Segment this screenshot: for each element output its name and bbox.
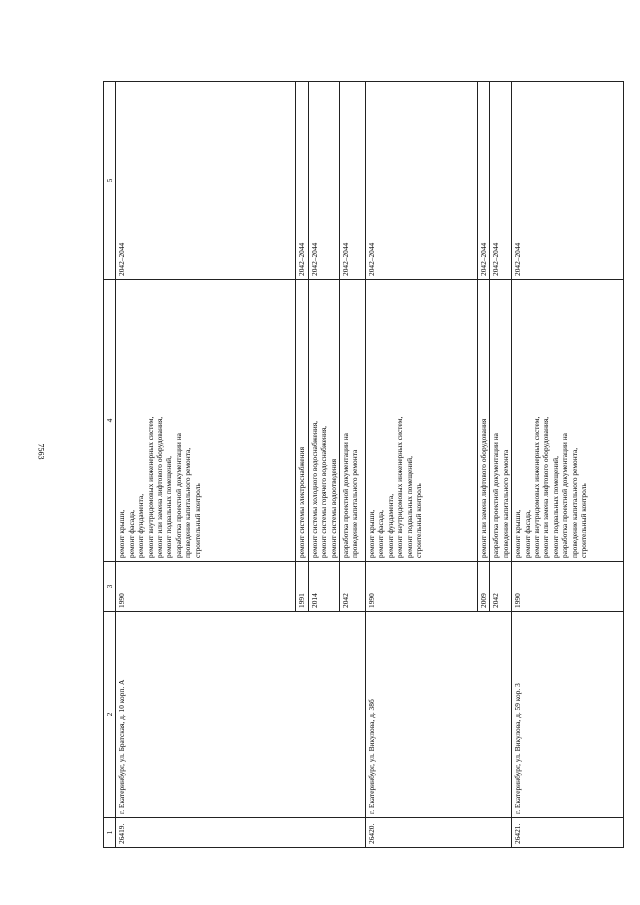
work-item: разработка проектной документации на — [491, 433, 501, 558]
work-item: разработка проектной документации на — [560, 433, 570, 558]
address-cell: г. Екатеринбург, ул. Викулова, д. 38б — [366, 612, 512, 818]
row-number: 26421. — [512, 818, 624, 848]
work-item: проведение капитального ремонта — [500, 449, 510, 558]
address-cell: г. Екатеринбург, ул. Викулова, д. 59 кор. 3 — [512, 612, 624, 818]
work-item: ремонт системы электроснабжения — [297, 447, 307, 558]
table-body — [116, 82, 624, 848]
work-item: ремонт фасада, — [376, 510, 386, 558]
year-cell: 2042 — [490, 562, 512, 612]
work-item: проведение капитального ремонта — [350, 449, 360, 558]
work-item: ремонт системы горячего водоснабжения, — [319, 425, 329, 558]
column-header-2: 2 — [104, 612, 116, 818]
year-cell: 1990 — [366, 562, 478, 612]
work-item: ремонт внутридомовых инженерных систем, — [395, 416, 405, 558]
year-cell: 2042 — [340, 562, 366, 612]
work-item: ремонт внутридомовых инженерных систем, — [532, 416, 542, 558]
work-item: проведение капитального ремонта, — [183, 447, 193, 558]
table-row — [116, 82, 296, 848]
work-item: ремонт системы водоотведения — [328, 458, 338, 558]
row-number: 26420. — [366, 818, 512, 848]
work-item: разработка проектной документации на — [341, 433, 351, 558]
page-number: 7563 — [36, 443, 46, 460]
year-cell: 2009 — [478, 562, 490, 612]
period-cell: 2042–2044 — [308, 82, 339, 280]
work-item: ремонт фундамента, — [136, 493, 146, 558]
period-cell: 2042–2044 — [490, 82, 512, 280]
work-item: ремонт внутридомовых инженерных систем, — [145, 416, 155, 558]
column-header-3: 3 — [104, 562, 116, 612]
works-cell — [116, 280, 296, 562]
column-header-1: 1 — [104, 818, 116, 848]
column-header-5: 5 — [104, 82, 116, 280]
work-item: ремонт крыши, — [117, 509, 127, 558]
work-item: ремонт или замена лифтового оборудования, — [155, 416, 165, 558]
work-item: ремонт или замена лифтового оборудования, — [541, 416, 551, 558]
document-sheet — [103, 82, 589, 848]
period-cell: 2042–2044 — [512, 82, 624, 280]
repair-schedule-table — [103, 81, 624, 848]
work-item: ремонт подвальных помещений, — [404, 456, 414, 558]
year-cell: 1990 — [116, 562, 296, 612]
work-item: ремонт фасада, — [126, 510, 136, 558]
table-row — [366, 82, 478, 848]
year-cell: 1991 — [296, 562, 308, 612]
works-cell — [490, 280, 512, 562]
work-item: ремонт крыши, — [367, 509, 377, 558]
works-cell — [366, 280, 478, 562]
work-item: разработка проектной документации на — [173, 433, 183, 558]
work-item: строительный контроль — [192, 483, 202, 558]
work-item: проведение капитального ремонта, — [569, 447, 579, 558]
work-item: ремонт подвальных помещений, — [164, 456, 174, 558]
work-item: ремонт подвальных помещений, — [550, 456, 560, 558]
table-header-row — [104, 82, 116, 848]
work-item: ремонт фундамента, — [385, 493, 395, 558]
period-cell: 2042–2044 — [116, 82, 296, 280]
year-cell: 2014 — [308, 562, 339, 612]
works-cell — [340, 280, 366, 562]
year-cell: 1990 — [512, 562, 624, 612]
work-item: ремонт или замена лифтового оборудования — [479, 418, 489, 558]
work-item: ремонт системы холодного водоснабжения, — [309, 421, 319, 558]
table-row — [512, 82, 624, 848]
column-header-4: 4 — [104, 280, 116, 562]
work-item: ремонт крыши, — [513, 509, 523, 558]
period-cell: 2042–2044 — [366, 82, 478, 280]
works-cell — [512, 280, 624, 562]
works-cell — [478, 280, 490, 562]
period-cell: 2042–2044 — [296, 82, 308, 280]
period-cell: 2042–2044 — [478, 82, 490, 280]
period-cell: 2042–2044 — [340, 82, 366, 280]
work-item: ремонт фасада, — [522, 510, 532, 558]
work-item: строительный контроль — [579, 483, 589, 558]
address-cell: г. Екатеринбург, ул. Братская, д. 10 корп. А — [116, 612, 366, 818]
works-cell — [296, 280, 308, 562]
work-item: строительный контроль — [414, 483, 424, 558]
works-cell — [308, 280, 339, 562]
row-number: 26419. — [116, 818, 366, 848]
